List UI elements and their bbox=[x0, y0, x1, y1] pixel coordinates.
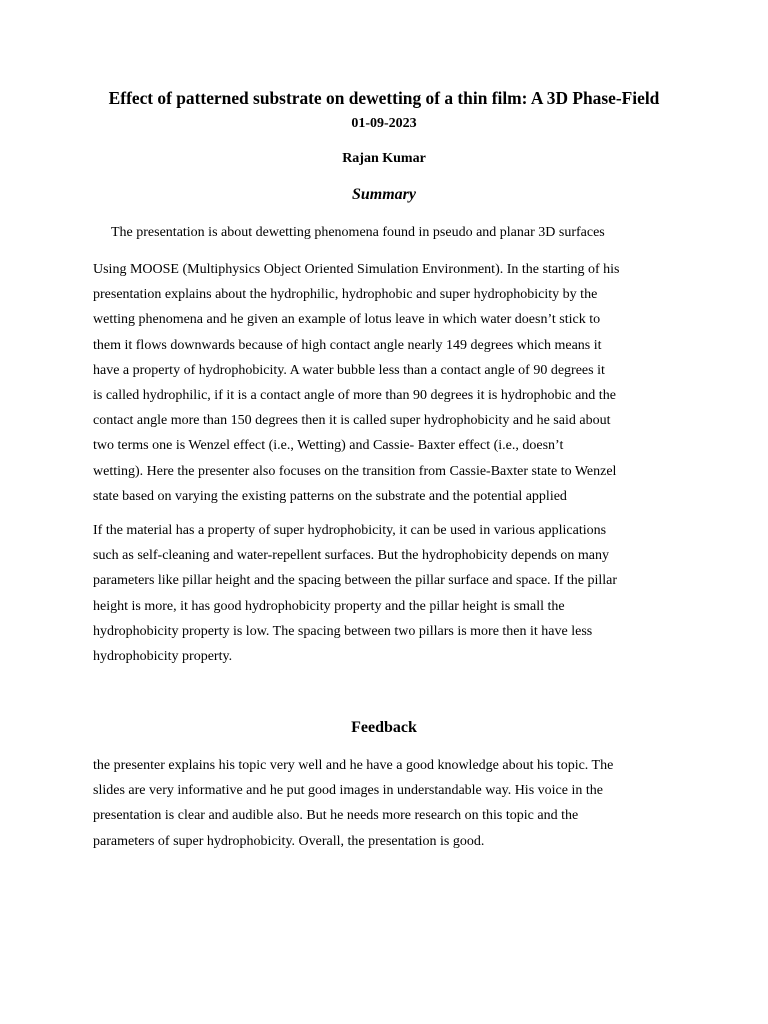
document-author: Rajan Kumar bbox=[342, 151, 426, 166]
paragraph-line: If the material has a property of super hydrophobicity, it can be used in various applications bbox=[93, 523, 607, 538]
document-date: 01-09-2023 bbox=[351, 116, 417, 131]
paragraph-line: height is more, it has good hydrophobicity property and the pillar height is small the bbox=[93, 598, 565, 614]
paragraph-line: wetting). Here the presenter also focuses on the transition from Cassie-Baxter state to Wenzel bbox=[93, 463, 617, 479]
paragraph-line: presentation is clear and audible also. But he needs more research on this topic and the bbox=[93, 808, 579, 824]
paragraph-line: state based on varying the existing patterns on the substrate and the potential applied bbox=[93, 488, 567, 504]
feedback-paragraph bbox=[93, 753, 683, 854]
paragraph-line: them it flows downwards because of high contact angle nearly 149 degrees which means it bbox=[93, 337, 602, 353]
paragraph-line: is called hydrophilic, if it is a contact angle of more than 90 degrees it is hydrophobic and the bbox=[93, 387, 616, 403]
paragraph-line: Using MOOSE (Multiphysics Object Oriented Simulation Environment). In the starting of his bbox=[93, 262, 620, 277]
paragraph-line: slides are very informative and he put good images in understandable way. His voice in the bbox=[93, 783, 603, 799]
paragraph-line: two terms one is Wenzel effect (i.e., Wetting) and Cassie- Baxter effect (i.e., doesn’t bbox=[93, 438, 564, 454]
summary-paragraph-1 bbox=[93, 257, 683, 509]
summary-paragraph-2 bbox=[93, 518, 683, 669]
paragraph-line: hydrophobicity property. bbox=[93, 648, 233, 664]
paragraph-line: the presenter explains his topic very well and he have a good knowledge about his topic. The bbox=[93, 758, 614, 773]
paragraph-line: parameters of super hydrophobicity. Overall, the presentation is good. bbox=[93, 833, 485, 849]
paragraph-line: presentation explains about the hydrophilic, hydrophobic and super hydrophobicity by the bbox=[93, 287, 598, 303]
paragraph-line: contact angle more than 150 degrees then it is called super hydrophobicity and he said about bbox=[93, 413, 611, 429]
paragraph-line: wetting phenomena and he given an example of lotus leave in which water doesn’t stick to bbox=[93, 312, 601, 328]
summary-heading: Summary bbox=[351, 186, 416, 203]
paragraph-line: parameters like pillar height and the spacing between the pillar surface and space. If the pillar bbox=[93, 573, 618, 589]
paragraph-line: hydrophobicity property is low. The spacing between two pillars is more then it have less bbox=[93, 623, 593, 639]
paragraph-line: have a property of hydrophobicity. A water bubble less than a contact angle of 90 degrees it bbox=[93, 362, 605, 378]
document-title: Effect of patterned substrate on dewetting of a thin film: A 3D Phase-Field bbox=[108, 88, 660, 108]
summary-intro: The presentation is about dewetting phenomena found in pseudo and planar 3D surfaces bbox=[111, 225, 605, 240]
feedback-heading: Feedback bbox=[351, 719, 417, 736]
paragraph-line: such as self-cleaning and water-repellent surfaces. But the hydrophobicity depends on many bbox=[93, 548, 609, 564]
